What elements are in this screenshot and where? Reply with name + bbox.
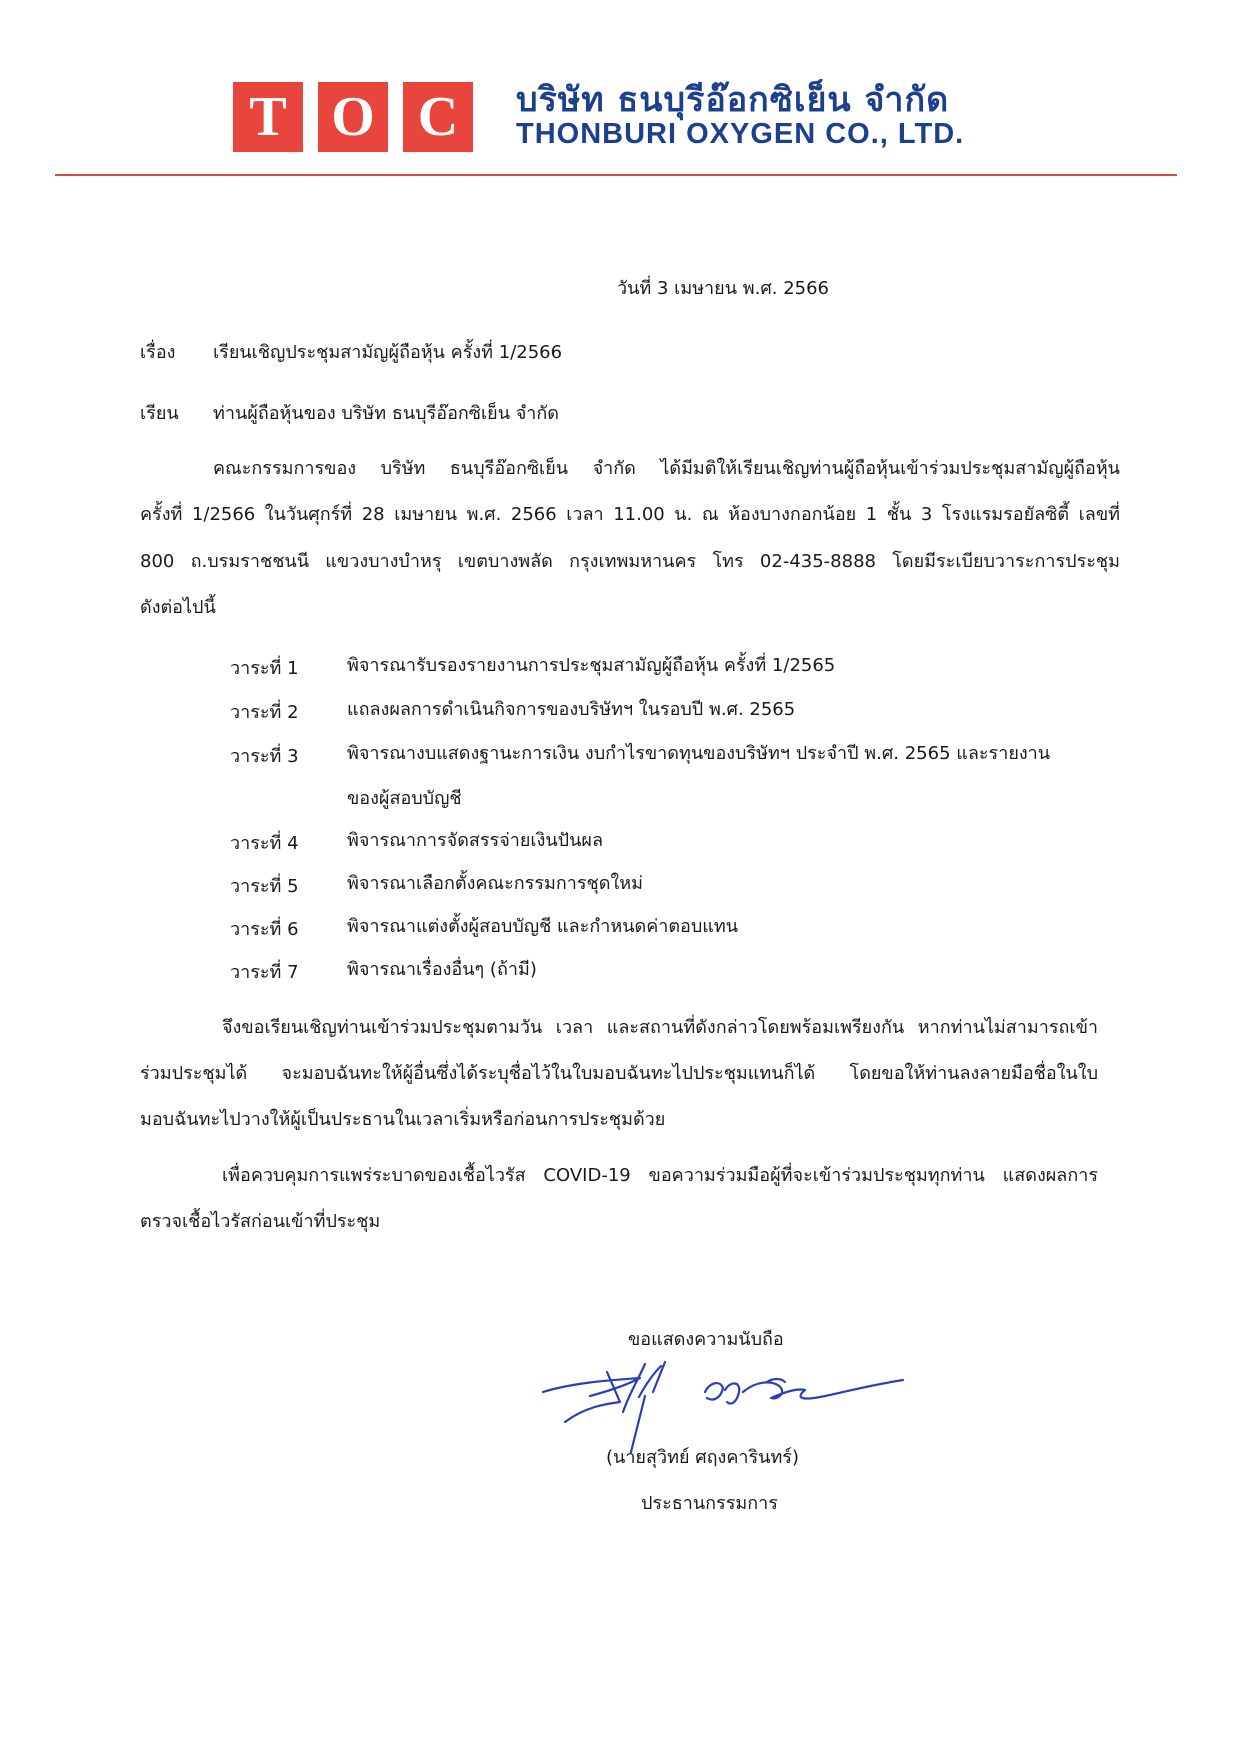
- covid-notice-line: เพื่อควบคุมการแพร่ระบาดของเชื้อไวรัส COVID-19 ขอความร่วมมือผู้ที่จะเข้าร่วมประชุมทุกท่าน แสดงผลการ: [222, 1165, 1098, 1186]
- recipient-label: เรียน: [140, 403, 179, 424]
- agenda-label: วาระที่ 1: [230, 658, 299, 679]
- agenda-text: พิจารณาการจัดสรรจ่ายเงินปันผล: [347, 830, 603, 851]
- agenda-label: วาระที่ 3: [230, 746, 299, 767]
- company-name-english: THONBURI OXYGEN CO., LTD.: [516, 118, 965, 150]
- invitation-line: มอบฉันทะไปวางให้ผู้เป็นประธานในเวลาเริ่มหรือก่อนการประชุมด้วย: [140, 1109, 666, 1130]
- signer-title: ประธานกรรมการ: [641, 1493, 778, 1514]
- invitation-line: จึงขอเรียนเชิญท่านเข้าร่วมประชุมตามวัน เวลา และสถานที่ดังกล่าวโดยพร้อมเพรียงกัน หากท่านไม่สามารถเข้า: [222, 1017, 1098, 1038]
- header-divider: [55, 174, 1177, 176]
- logo-letter-c: C: [403, 82, 473, 152]
- agenda-label: วาระที่ 7: [230, 962, 299, 983]
- covid-notice-line: ตรวจเชื้อไวรัสก่อนเข้าที่ประชุม: [140, 1211, 381, 1232]
- agenda-label: วาระที่ 4: [230, 833, 299, 854]
- agenda-text: แถลงผลการดำเนินกิจการของบริษัทฯ ในรอบปี พ.ศ. 2565: [347, 699, 796, 720]
- closing-phrase: ขอแสดงความนับถือ: [628, 1329, 784, 1350]
- agenda-text: พิจารณาเลือกตั้งคณะกรรมการชุดใหม่: [347, 873, 643, 894]
- agenda-text: พิจารณาเรื่องอื่นๆ (ถ้ามี): [347, 959, 537, 980]
- company-name-thai: บริษัท ธนบุรีอ๊อกซิเย็น จำกัด: [516, 80, 950, 120]
- logo-letter-t: T: [233, 82, 303, 152]
- agenda-text-continued: ของผู้สอบบัญชี: [347, 788, 462, 809]
- agenda-label: วาระที่ 2: [230, 702, 299, 723]
- logo-letter-o: O: [318, 82, 388, 152]
- agenda-label: วาระที่ 5: [230, 876, 299, 897]
- recipient-text: ท่านผู้ถือหุ้นของ บริษัท ธนบุรีอ๊อกซิเย็น จำกัด: [213, 403, 559, 424]
- agenda-text: พิจารณาแต่งตั้งผู้สอบบัญชี และกำหนดค่าตอบแทน: [347, 916, 739, 937]
- agenda-text: พิจารณารับรองรายงานการประชุมสามัญผู้ถือหุ้น ครั้งที่ 1/2565: [347, 655, 836, 676]
- subject-label: เรื่อง: [140, 342, 176, 363]
- subject-text: เรียนเชิญประชุมสามัญผู้ถือหุ้น ครั้งที่ 1/2566: [213, 342, 563, 363]
- agenda-label: วาระที่ 6: [230, 919, 299, 940]
- invitation-line: ร่วมประชุมได้ จะมอบฉันทะให้ผู้อื่นซึ่งได้ระบุชื่อไว้ในใบมอบฉันทะไปประชุมแทนก็ได้ โดยขอให้ท่านลงลายมือชื่อในใบ: [140, 1063, 1098, 1084]
- intro-line: 800 ถ.บรมราชชนนี แขวงบางบำหรุ เขตบางพลัด กรุงเทพมหานคร โทร 02-435-8888 โดยมีระเบียบวาระการประชุม: [140, 551, 1120, 572]
- intro-line: ดังต่อไปนี้: [140, 597, 216, 618]
- letter-date: วันที่ 3 เมษายน พ.ศ. 2566: [617, 278, 830, 299]
- signer-name: (นายสุวิทย์ ศฤงคารินทร์): [606, 1447, 799, 1468]
- intro-line: คณะกรรมการของ บริษัท ธนบุรีอ๊อกซิเย็น จำกัด ได้มีมติให้เรียนเชิญท่านผู้ถือหุ้นเข้าร่วมประชุมสามัญผู้ถือหุ้น: [213, 458, 1120, 479]
- agenda-text: พิจารณางบแสดงฐานะการเงิน งบกำไรขาดทุนของบริษัทฯ ประจำปี พ.ศ. 2565 และรายงาน: [347, 743, 1051, 764]
- intro-line: ครั้งที่ 1/2566 ในวันศุกร์ที่ 28 เมษายน พ.ศ. 2566 เวลา 11.00 น. ณ ห้องบางกอกน้อย 1 ชั้น 3 โรงแรมรอยัลซิตี้ เลขที่: [140, 504, 1120, 525]
